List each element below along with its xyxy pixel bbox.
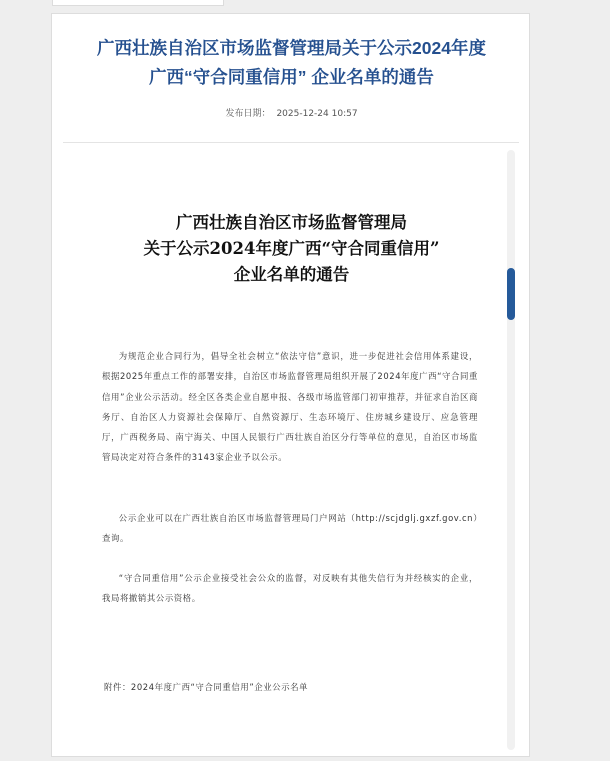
attachment-link[interactable]: 附件：2024年度广西“守合同重信用”企业公示名单 — [104, 682, 309, 692]
page-title-line-2: 广西“守合同重信用” 企业名单的通告 — [149, 67, 434, 87]
publish-date: 2025-12-24 10:57 — [276, 109, 358, 119]
body-paragraph-3: “守合同重信用”公示企业接受社会公众的监督，对反映有其他失信行为并经核实的企业，我局将撤销其公示资格。 — [102, 573, 478, 604]
document-title-line-3: 企业名单的通告 — [233, 265, 350, 284]
page-title — [52, 34, 531, 92]
body-paragraph-1: 为规范企业合同行为，倡导全社会树立“依法守信”意识，进一步促进社会信用体系建设，根据2025年重点工作的部署安排，自治区市场监督管理局组织开展了2024年度广西“守合同重信用”企业公示活动。经全区各类企业自愿申报、各级市场监管部门初审推荐，并征求自治区商务厅、自治区人力资源社会保障厅、自然资源厅、生态环境厅、住房城乡建设厅、应急管理厅，广西税务局、南宁海关、中国人民银行广西壮族自治区分行等单位的意见，自治区市场监管局决定对符合条件的3143家企业予以公示。 — [102, 351, 478, 463]
page-title-line-1: 广西壮族自治区市场监督管理局关于公示2024年度 — [97, 38, 486, 58]
document-title-line-1: 广西壮族自治区市场监督管理局 — [176, 213, 407, 232]
body-paragraph-2: 公示企业可以在广西壮族自治区市场监督管理局门户网站（http://scjdglj.gxzf.gov.cn）查询。 — [102, 513, 478, 544]
publish-info — [52, 106, 531, 119]
previous-card-edge — [52, 0, 224, 6]
document-title — [52, 210, 531, 288]
document-title-line-2: 关于公示2024年度广西“守合同重信用” — [143, 239, 440, 258]
article-card — [51, 13, 530, 757]
publish-label: 发布日期： — [225, 109, 271, 119]
